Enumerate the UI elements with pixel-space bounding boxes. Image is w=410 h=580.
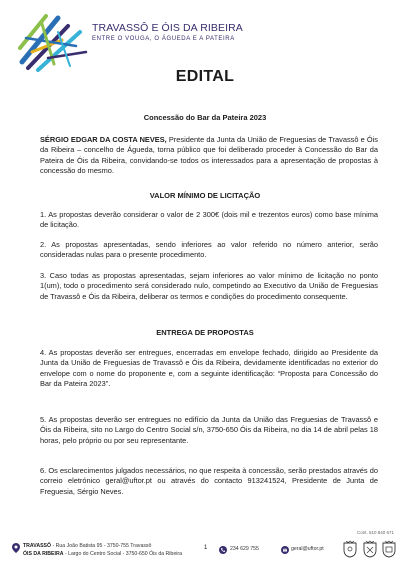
intro-text: Presidente da Junta da União de Freguesias de Travassô e Óis da Ribeira – concelho de Águeda, torna público que foi deliberado proceder à Concessão do Bar da Pateira de Óis da Ribeira, convidando-se todos os interessados para a apresentação de propostas à concessão do mesmo. bbox=[40, 135, 378, 175]
document-subtitle: Concessão do Bar da Pateira 2023 bbox=[143, 113, 267, 122]
intro-paragraph bbox=[40, 135, 378, 176]
coat-of-arms-3-icon bbox=[381, 540, 397, 558]
paragraph-5: 5. As propostas deverão ser entregues no edifício da Junta da União das Freguesias de Travassô e Óis da Ribeira, sito no Largo do Centro Social s/n, 3750-650 Óis da Ribeira, no dia 14 de abril pelas 18 horas, pelo próprio ou por seu representante. bbox=[40, 415, 378, 445]
paragraph-1: 1. As propostas deverão considerar o valor de 2 300€ (dois mil e trezentos euros) como base mínima de licitação. bbox=[40, 210, 378, 230]
org-tagline: ENTRE O VOUGA, O ÁGUEDA E A PATEIRA bbox=[92, 36, 235, 42]
paragraph-3: 3. Caso todas as propostas apresentadas, sejam inferiores ao valor mínimo de licitação no ponto 1(um), todo o procedimento será considerado nulo, competindo ao Executivo da União de Freguesias de Travassô e Óis da Ribeira, deliberar os termos e condições do procedimento consequente. bbox=[40, 271, 378, 301]
org-name: TRAVASSÔ E ÓIS DA RIBEIRA bbox=[92, 22, 243, 34]
email-icon bbox=[281, 546, 289, 554]
page-number: 1 bbox=[204, 545, 208, 551]
footer-email: geral@uftor.pt bbox=[291, 546, 324, 552]
phone-icon bbox=[219, 546, 227, 554]
footer-address-travasso bbox=[23, 543, 151, 549]
footer-place-ois: ÓIS DA RIBEIRA bbox=[23, 551, 64, 557]
intro-name: SÉRGIO EDGAR DA COSTA NEVES, bbox=[40, 135, 167, 144]
section-title-submission: ENTREGA DE PROPOSTAS bbox=[156, 328, 254, 337]
document-title: EDITAL bbox=[175, 68, 235, 85]
paragraph-2: 2. As propostas apresentadas, sendo inferiores ao valor referido no número anterior, serão consideradas nulas para o presente procedimento. bbox=[40, 240, 378, 260]
coat-of-arms-2-icon bbox=[362, 540, 378, 558]
footer-address-ois-text: - Largo do Centro Social - 3750-650 Óis da Ribeira bbox=[63, 551, 182, 557]
footer-address-ois bbox=[23, 551, 182, 557]
paragraph-4: 4. As propostas deverão ser entregues, encerradas em envelope fechado, dirigido ao Presidente da Junta da União de Freguesias de Travassô e Óis da Ribeira, devidamente identificadas no exterior do envelope com o nome do proponente e, com a seguinte identificação: “Proposta para Concessão do Bar da Pateira 2023”. bbox=[40, 348, 378, 388]
footer-place-travasso: TRAVASSÔ bbox=[23, 543, 52, 549]
coat-of-arms-1-icon bbox=[342, 540, 358, 558]
footer-address-travasso-text: - Rua João Batista 95 - 3750-755 Travassô bbox=[51, 543, 152, 549]
footer-phone: 234 629 755 bbox=[230, 546, 259, 552]
location-pin-icon bbox=[12, 543, 20, 553]
section-title-minimum-bid: VALOR MÍNIMO DE LICITAÇÃO bbox=[149, 191, 261, 200]
parish-logo-icon bbox=[18, 12, 90, 72]
tax-number: Cont. 510 840 671 bbox=[356, 530, 394, 535]
paragraph-6: 6. Os esclarecimentos julgados necessários, no que respeita à concessão, serão prestados através do correio eletrónico geral@uftor.pt ou através do contacto 913241524, Presidente de Junta de Freguesia, Sérgio Neves. bbox=[40, 466, 378, 496]
